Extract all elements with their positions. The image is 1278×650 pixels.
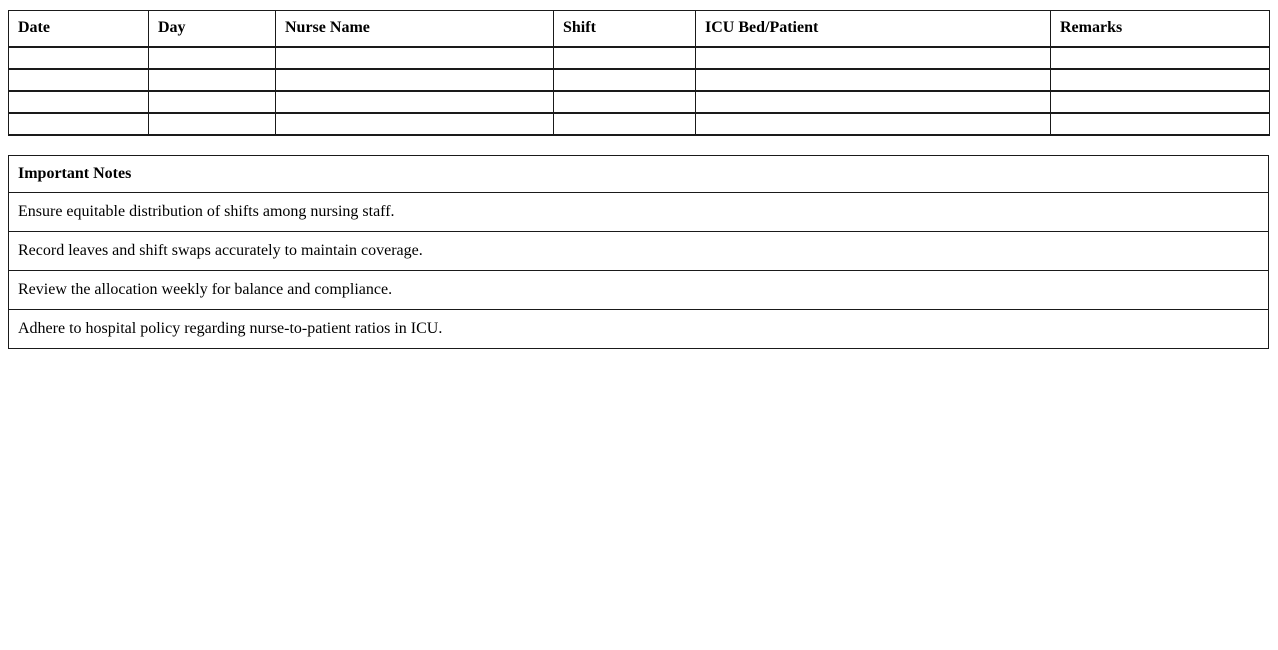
schedule-cell <box>696 69 1051 91</box>
schedule-cell <box>276 69 554 91</box>
note-row <box>9 231 1269 270</box>
header-cell-shift: Shift <box>554 11 696 47</box>
header-cell-icu-bed-patient: ICU Bed/Patient <box>696 11 1051 47</box>
schedule-cell <box>696 47 1051 69</box>
schedule-cell <box>554 69 696 91</box>
note-row <box>9 192 1269 231</box>
note-text: Adhere to hospital policy regarding nurse-to-patient ratios in ICU. <box>9 309 1269 348</box>
schedule-cell <box>554 113 696 135</box>
schedule-cell <box>149 69 276 91</box>
header-cell-nurse-name: Nurse Name <box>276 11 554 47</box>
schedule-cell <box>149 47 276 69</box>
schedule-cell <box>149 113 276 135</box>
important-notes-table <box>8 155 1269 349</box>
header-cell-date: Date <box>9 11 149 47</box>
notes-title: Important Notes <box>9 155 1269 192</box>
schedule-row <box>9 69 1270 91</box>
schedule-cell <box>696 91 1051 113</box>
note-text: Review the allocation weekly for balance and compliance. <box>9 270 1269 309</box>
schedule-cell <box>9 47 149 69</box>
notes-header-row <box>9 155 1269 192</box>
schedule-cell <box>149 91 276 113</box>
schedule-cell <box>1051 91 1270 113</box>
header-cell-day: Day <box>149 11 276 47</box>
schedule-cell <box>696 113 1051 135</box>
schedule-cell <box>9 69 149 91</box>
schedule-cell <box>276 91 554 113</box>
schedule-cell <box>276 47 554 69</box>
schedule-row <box>9 91 1270 113</box>
schedule-cell <box>554 47 696 69</box>
note-row <box>9 270 1269 309</box>
schedule-cell <box>554 91 696 113</box>
note-text: Ensure equitable distribution of shifts among nursing staff. <box>9 192 1269 231</box>
schedule-cell <box>9 91 149 113</box>
schedule-row <box>9 47 1270 69</box>
header-cell-remarks: Remarks <box>1051 11 1270 47</box>
schedule-header-row <box>9 11 1270 47</box>
schedule-cell <box>276 113 554 135</box>
schedule-cell <box>1051 47 1270 69</box>
schedule-cell <box>9 113 149 135</box>
nurse-schedule-table <box>8 10 1270 136</box>
note-row <box>9 309 1269 348</box>
schedule-cell <box>1051 69 1270 91</box>
schedule-row <box>9 113 1270 135</box>
schedule-cell <box>1051 113 1270 135</box>
note-text: Record leaves and shift swaps accurately to maintain coverage. <box>9 231 1269 270</box>
